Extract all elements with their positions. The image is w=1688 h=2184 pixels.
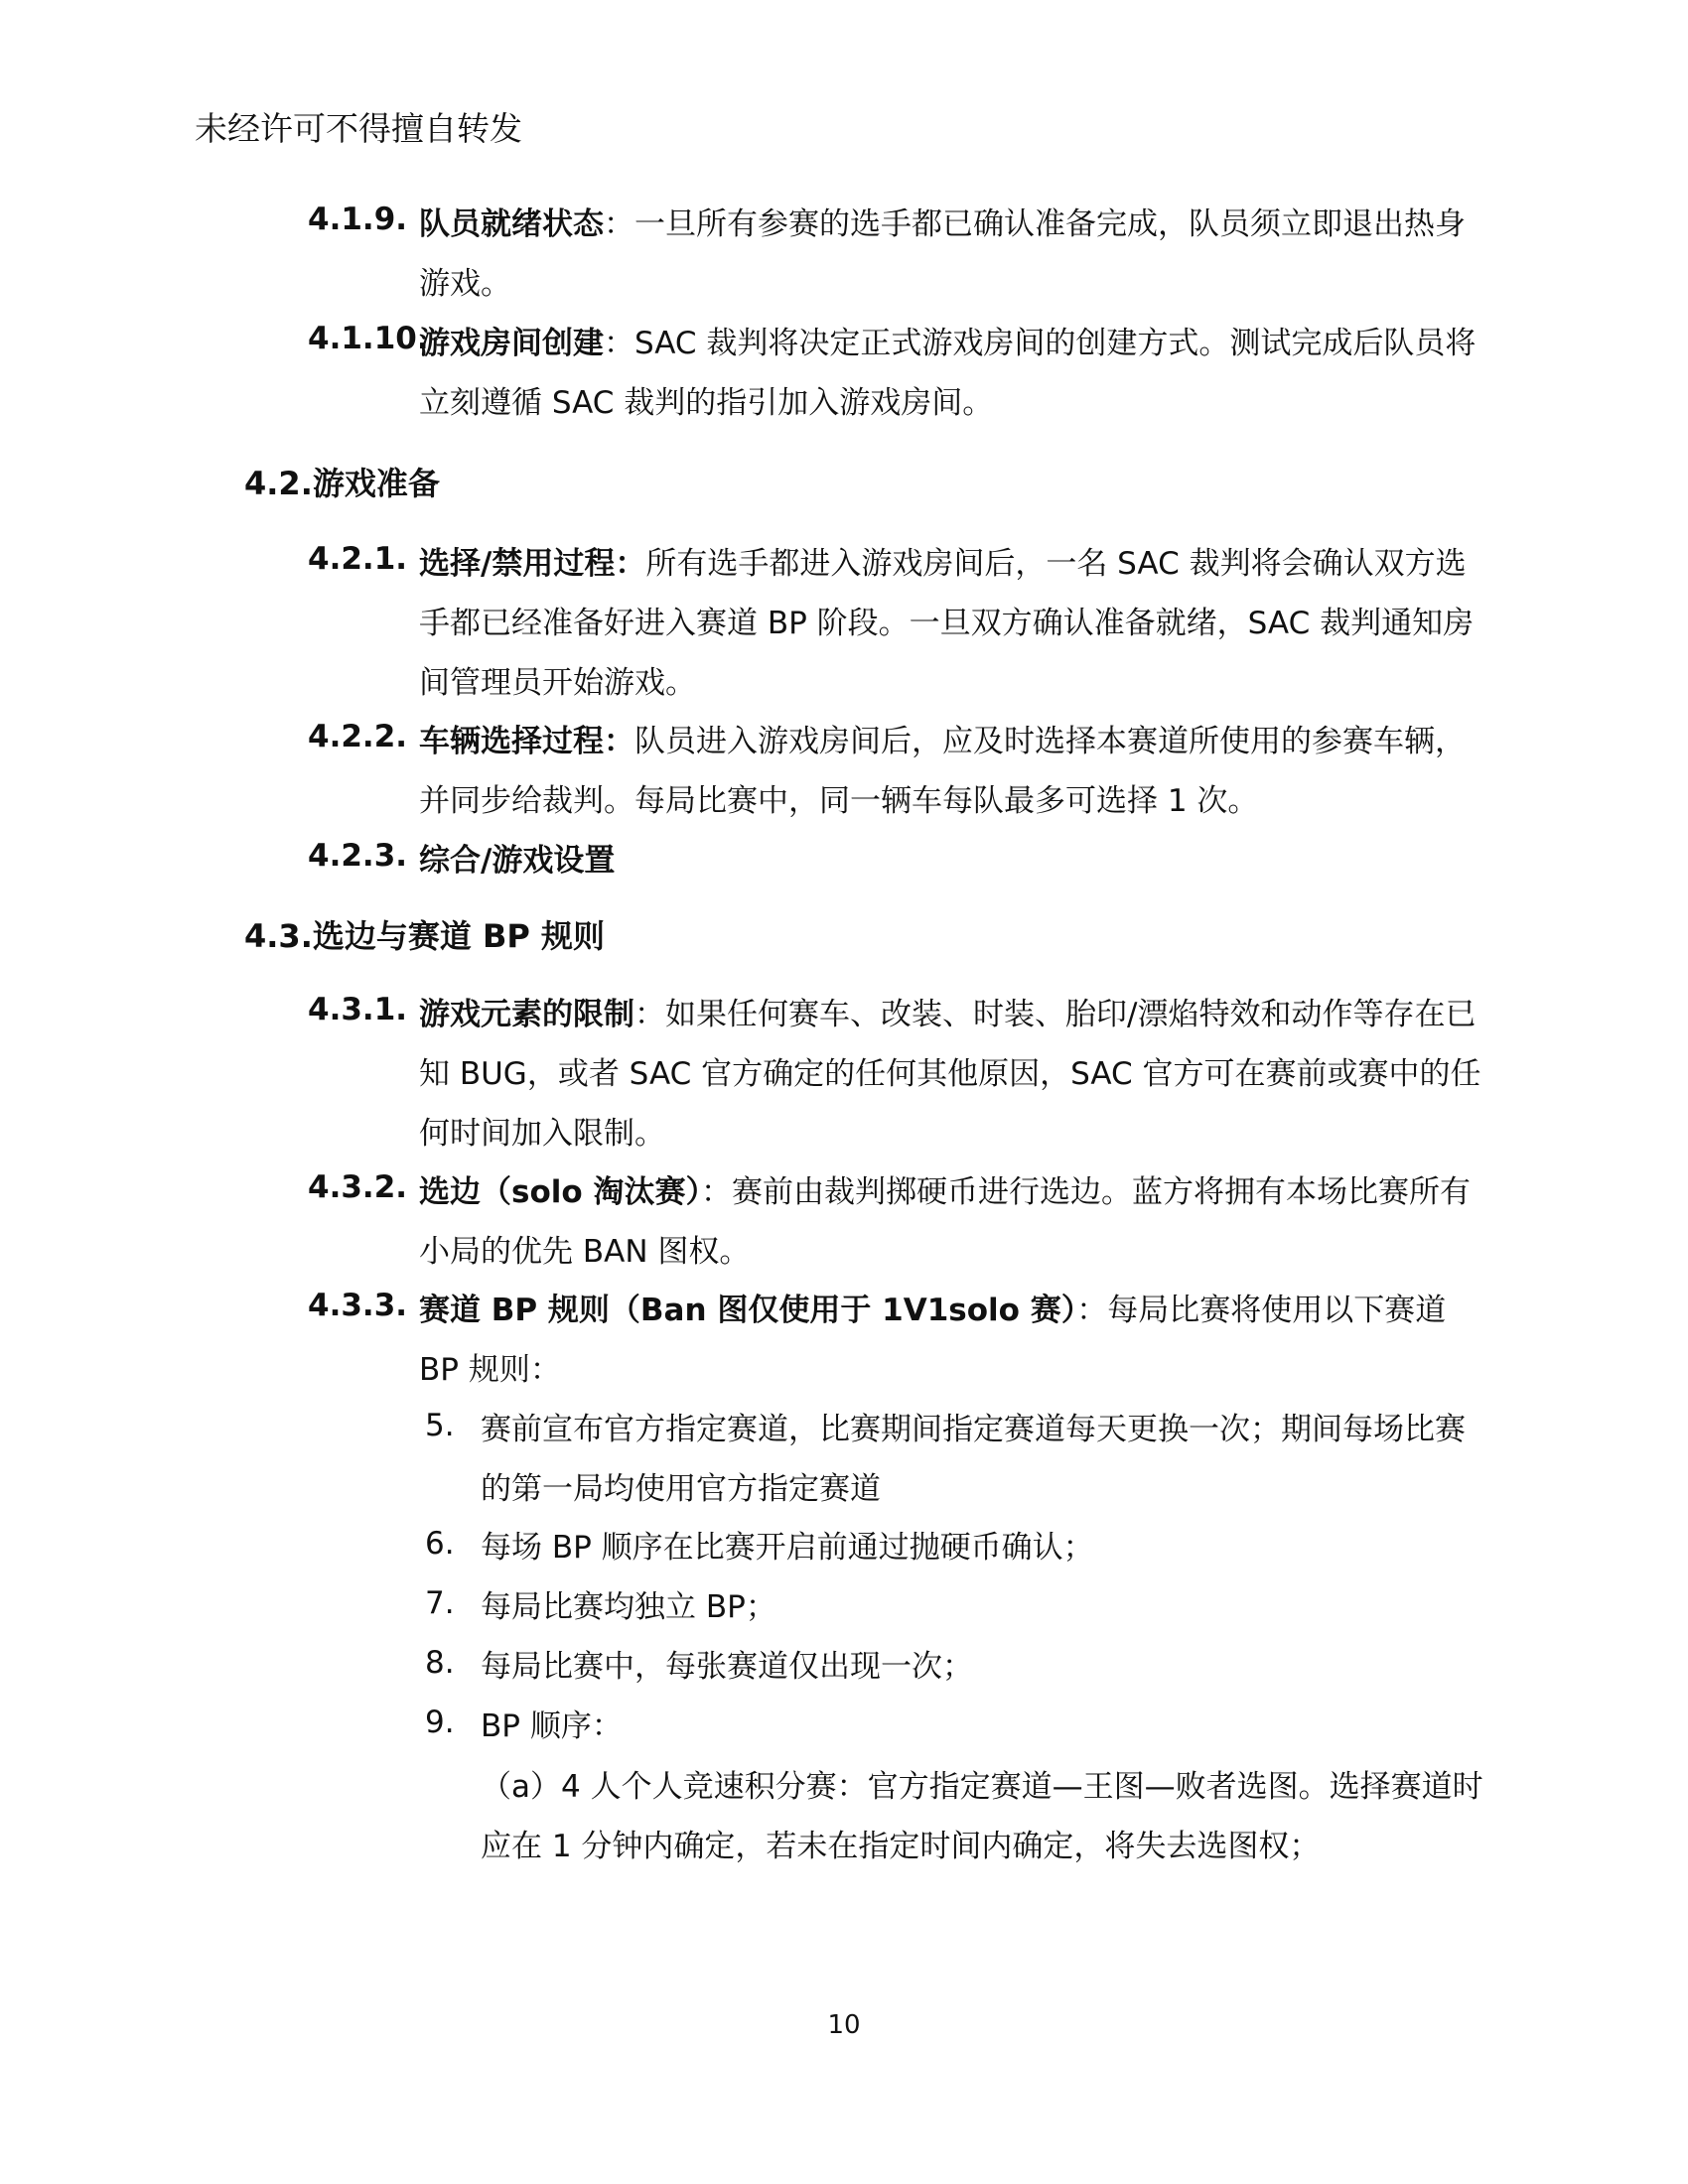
item-term: 选择/禁用过程：: [419, 546, 646, 582]
list-number: 9.: [425, 1705, 455, 1740]
item-number: 4.3.2.: [308, 1169, 408, 1205]
section-number: 4.2.: [244, 465, 313, 502]
item-number: 4.3.1.: [308, 992, 408, 1027]
item-text: [419, 985, 1491, 1163]
item-text: [419, 712, 1491, 831]
list-text: 每局比赛均独立 BP；: [481, 1589, 776, 1625]
item-term: 队员就绪状态: [419, 206, 604, 242]
item-body: 所有选手都进入游戏房间后，一名 SAC 裁判将会确认双方选手都已经准备好进入赛道 BP 阶段。一旦双方确认准备就绪，SAC 裁判通知房间管理员开始游戏。: [419, 546, 1475, 701]
list-number: 5.: [425, 1408, 455, 1443]
list-text: 每局比赛中，每张赛道仅出现一次；: [481, 1649, 973, 1685]
item-body: ：赛前由裁判掷硬币进行选边。蓝方将拥有本场比赛所有小局的优先 BAN 图权。: [419, 1174, 1471, 1270]
list-text: 赛前宣布官方指定赛道，比赛期间指定赛道每天更换一次；期间每场比赛的第一局均使用官方指定赛道: [481, 1412, 1466, 1507]
item-body: 队员进入游戏房间后，应及时选择本赛道所使用的参赛车辆，并同步给裁判。每局比赛中，同一辆车每队最多可选择 1 次。: [419, 724, 1466, 819]
item-text: [419, 1162, 1481, 1282]
section-number: 4.3.: [244, 917, 313, 955]
item-text: [419, 314, 1481, 433]
item-body: ：如果任何赛车、改装、时装、胎印/漂焰特效和动作等存在已知 BUG，或者 SAC 官方确定的任何其他原因，SAC 官方可在赛前或赛中的任何时间加入限制。: [419, 997, 1481, 1152]
item-term: 游戏元素的限制: [419, 997, 634, 1032]
header-note: 未经许可不得擅自转发: [195, 109, 522, 148]
list-text: BP 顺序：: [481, 1708, 623, 1744]
item-term: 综合/游戏设置: [419, 843, 616, 879]
item-body: ：每局比赛将使用以下赛道 BP 规则：: [419, 1293, 1447, 1388]
item-body: ：一旦所有参赛的选手都已确认准备完成，队员须立即退出热身游戏。: [419, 206, 1466, 302]
item-text: [419, 831, 1491, 890]
item-term: 游戏房间创建: [419, 326, 604, 361]
item-body: ：SAC 裁判将决定正式游戏房间的创建方式。测试完成后队员将立刻遵循 SAC 裁判的指引加入游戏房间。: [419, 326, 1477, 421]
list-number: 6.: [425, 1526, 455, 1562]
sub-item-text: （a）4 人个人竞速积分赛：官方指定赛道—王图—败者选图。选择赛道时应在 1 分钟内确定，若未在指定时间内确定，将失去选图权；: [481, 1769, 1483, 1864]
list-number: 8.: [425, 1645, 455, 1681]
item-term: 赛道 BP 规则（Ban 图仅使用于 1V1solo 赛）: [419, 1293, 1077, 1328]
list-text: 每场 BP 顺序在比赛开启前通过抛硬币确认；: [481, 1530, 1094, 1566]
section-heading: [244, 911, 605, 957]
item-term: 车辆选择过程：: [419, 724, 634, 759]
page-number: 10: [827, 2010, 861, 2040]
item-number: 4.3.3.: [308, 1288, 408, 1323]
section-heading: [244, 459, 440, 504]
item-text: [419, 534, 1491, 713]
section-title: 选边与赛道 BP 规则: [312, 917, 605, 955]
item-text: [419, 1281, 1472, 1400]
item-number: 4.1.10.: [308, 321, 429, 356]
item-number: 4.2.1.: [308, 541, 408, 577]
item-text: [419, 195, 1491, 314]
item-term: 选边（solo 淘汰赛）: [419, 1174, 701, 1210]
section-title: 游戏准备: [312, 465, 440, 502]
list-number: 7.: [425, 1585, 455, 1621]
item-number: 4.2.3.: [308, 838, 408, 874]
item-number: 4.1.9.: [308, 202, 408, 237]
item-number: 4.2.2.: [308, 719, 408, 754]
